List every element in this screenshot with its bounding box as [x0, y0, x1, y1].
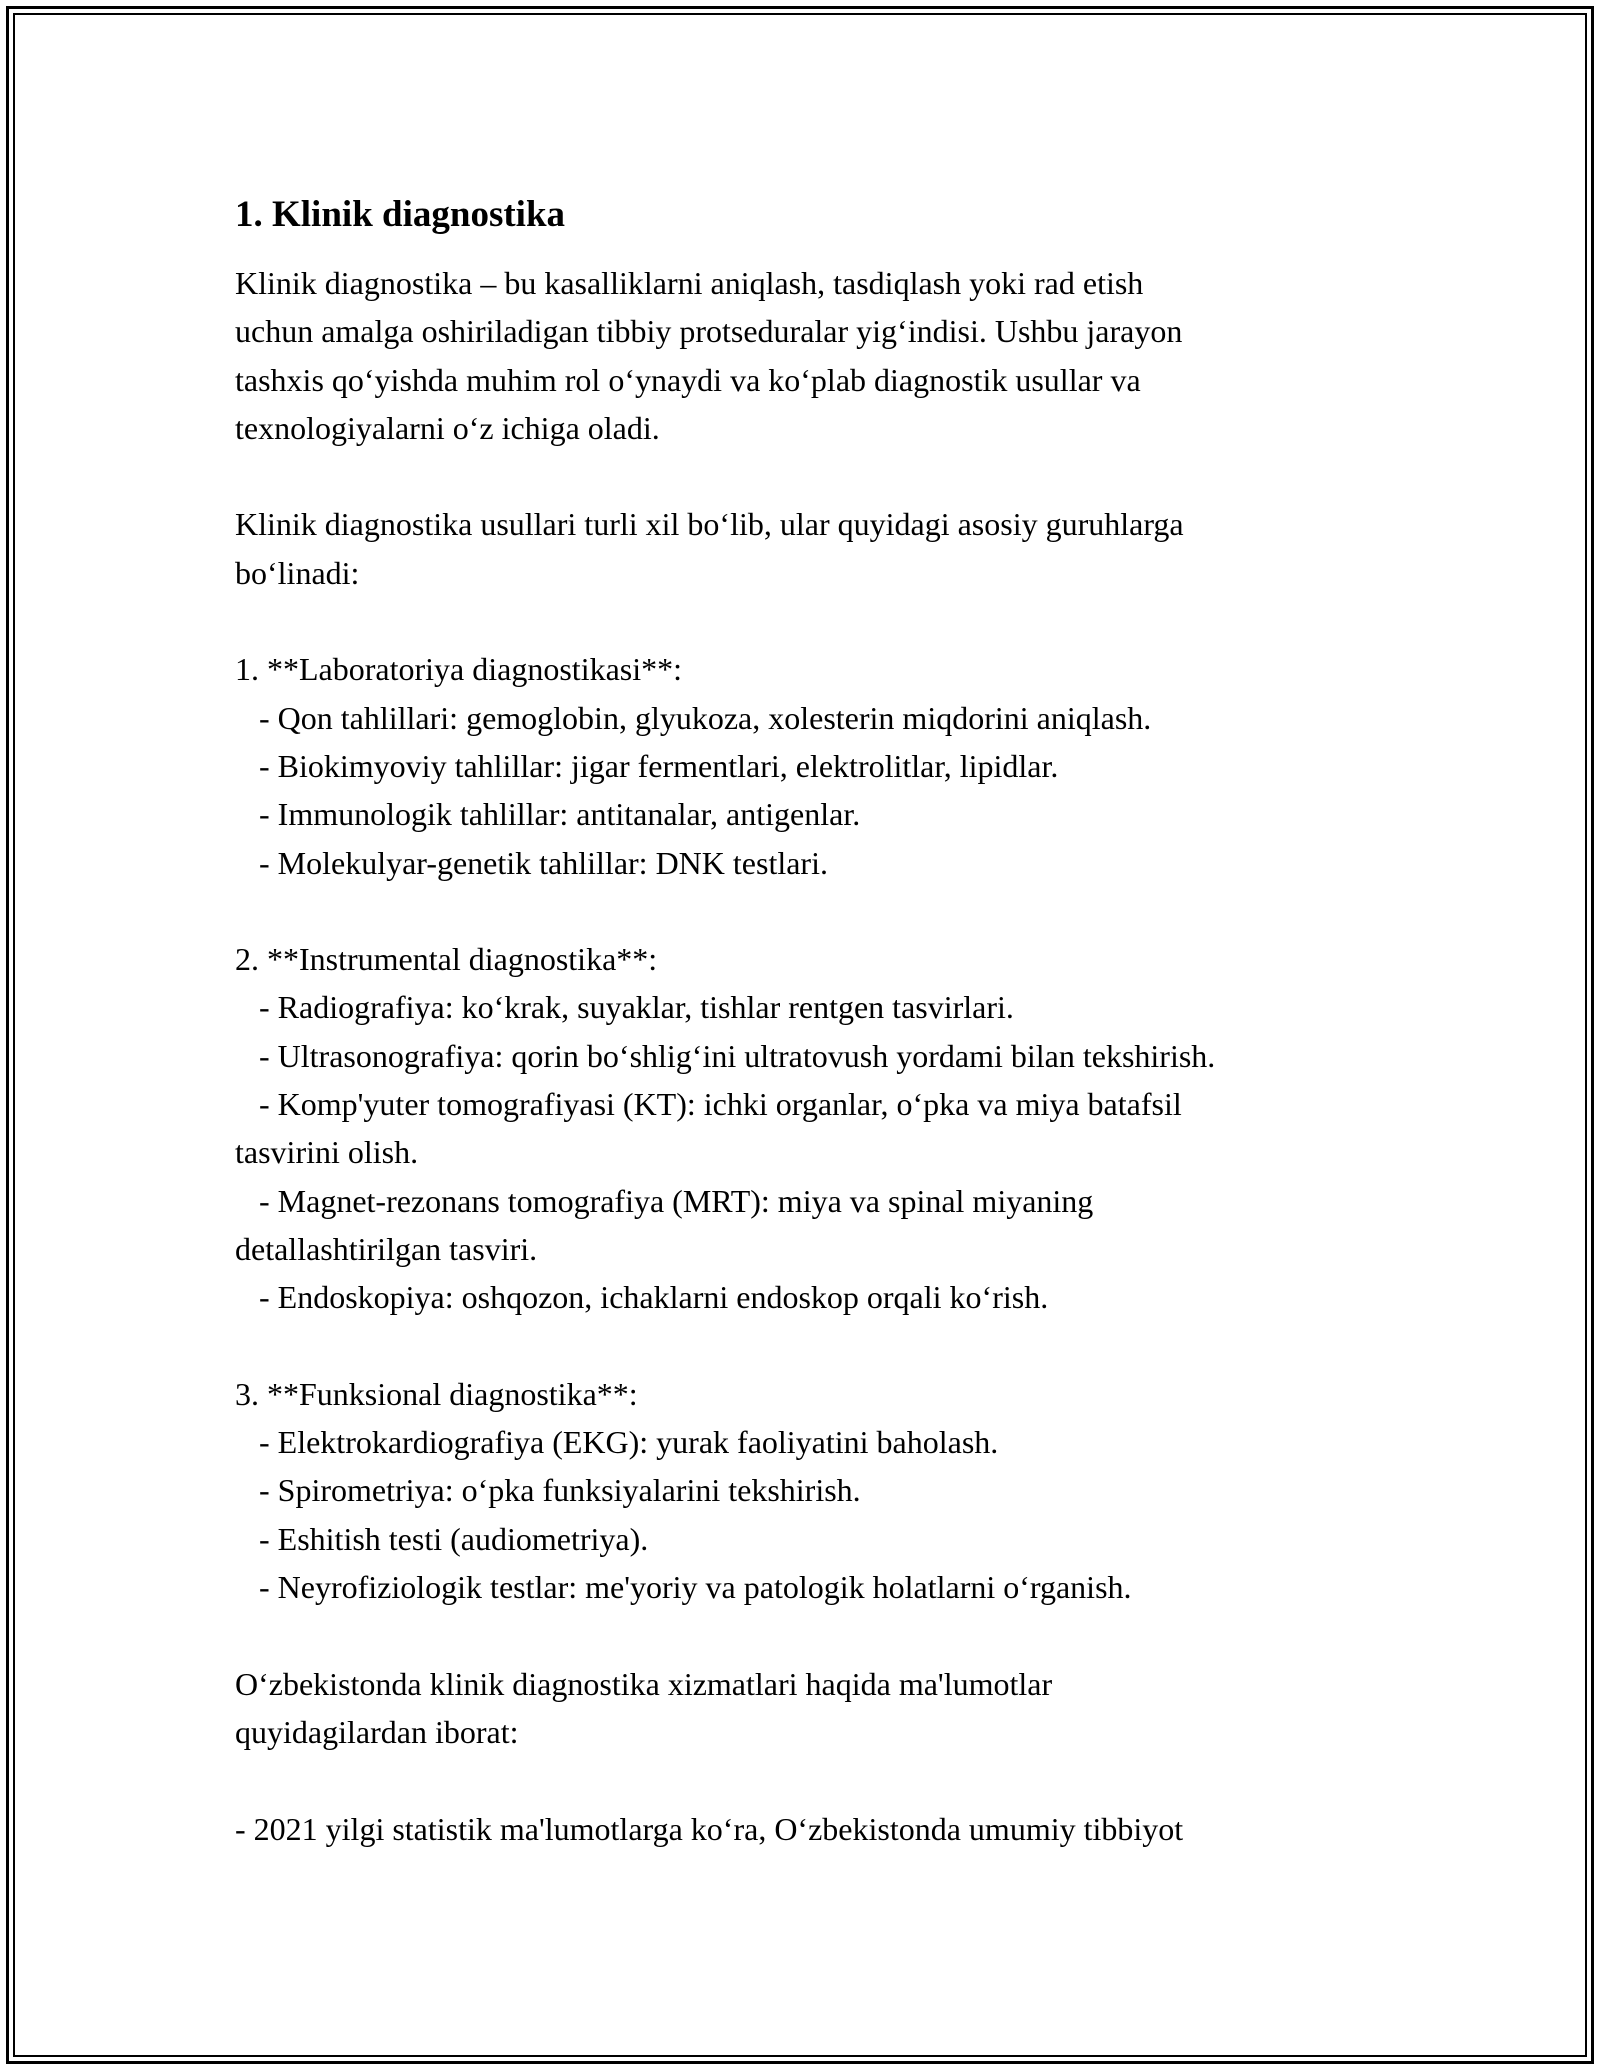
- text-line: - Molekulyar-genetik tahlillar: DNK testlari.: [235, 844, 828, 881]
- blank-line: [235, 1322, 1385, 1370]
- text-line: texnologiyalarni o‘z ichiga oladi.: [235, 409, 660, 446]
- blank-line: [235, 452, 1385, 500]
- text-line: - Spirometriya: o‘pka funksiyalarini tekshirish.: [235, 1472, 861, 1509]
- text-line: 1. **Laboratoriya diagnostikasi**:: [235, 651, 683, 688]
- text-line: - Komp'yuter tomografiyasi (KT): ichki organlar, o‘pka va miya batafsil: [235, 1086, 1182, 1123]
- text-line: - Biokimyoviy tahlillar: jigar fermentlari, elektrolitlar, lipidlar.: [235, 747, 1059, 784]
- text-line: 3. **Funksional diagnostika**:: [235, 1375, 638, 1412]
- text-line: tasvirini olish.: [235, 1134, 419, 1171]
- text-line: - Neyrofiziologik testlar: me'yoriy va patologik holatlarni o‘rganish.: [235, 1569, 1132, 1606]
- text-line: - Ultrasonografiya: qorin bo‘shlig‘ini ultratovush yordami bilan tekshirish.: [235, 1037, 1216, 1074]
- document-body: [235, 189, 1385, 1853]
- text-line: - Immunologik tahlillar: antitanalar, antigenlar.: [235, 796, 861, 833]
- text-line: tashxis qo‘yishda muhim rol o‘ynaydi va ko‘plab diagnostik usullar va: [235, 361, 1141, 398]
- blank-line: [235, 597, 1385, 645]
- text-line: - Endoskopiya: oshqozon, ichaklarni endoskop orqali ko‘rish.: [235, 1279, 1049, 1316]
- text-line: Klinik diagnostika – bu kasalliklarni aniqlash, tasdiqlash yoki rad etish: [235, 265, 1144, 301]
- text-line: Klinik diagnostika usullari turli xil bo‘lib, ular quyidagi asosiy guruhlarga: [235, 506, 1184, 543]
- text-line: - Radiografiya: ko‘krak, suyaklar, tishlar rentgen tasvirlari.: [235, 989, 1014, 1026]
- section-text: [235, 259, 1385, 1853]
- text-line: 2. **Instrumental diagnostika**:: [235, 941, 658, 978]
- text-line: - Magnet-rezonans tomografiya (MRT): miya va spinal miyaning: [235, 1182, 1094, 1219]
- section-heading: 1. Klinik diagnostika: [235, 194, 566, 235]
- text-line: uchun amalga oshiriladigan tibbiy protseduralar yig‘indisi. Ushbu jarayon: [235, 313, 1183, 350]
- text-line: bo‘linadi:: [235, 554, 360, 591]
- text-line: - 2021 yilgi statistik ma'lumotlarga ko‘ra, O‘zbekistonda umumiy tibbiyot: [235, 1810, 1184, 1847]
- text-line: detallashtirilgan tasviri.: [235, 1230, 538, 1267]
- blank-line: [235, 1611, 1385, 1659]
- text-line: - Qon tahlillari: gemoglobin, glyukoza, xolesterin miqdorini aniqlash.: [235, 699, 1152, 736]
- text-line: - Elektrokardiografiya (EKG): yurak faoliyatini baholash.: [235, 1424, 999, 1461]
- text-line: quyidagilardan iborat:: [235, 1713, 519, 1750]
- blank-line: [235, 1756, 1385, 1804]
- text-line: O‘zbekistonda klinik diagnostika xizmatlari haqida ma'lumotlar: [235, 1665, 1053, 1702]
- text-line: - Eshitish testi (audiometriya).: [235, 1520, 649, 1557]
- blank-line: [235, 887, 1385, 935]
